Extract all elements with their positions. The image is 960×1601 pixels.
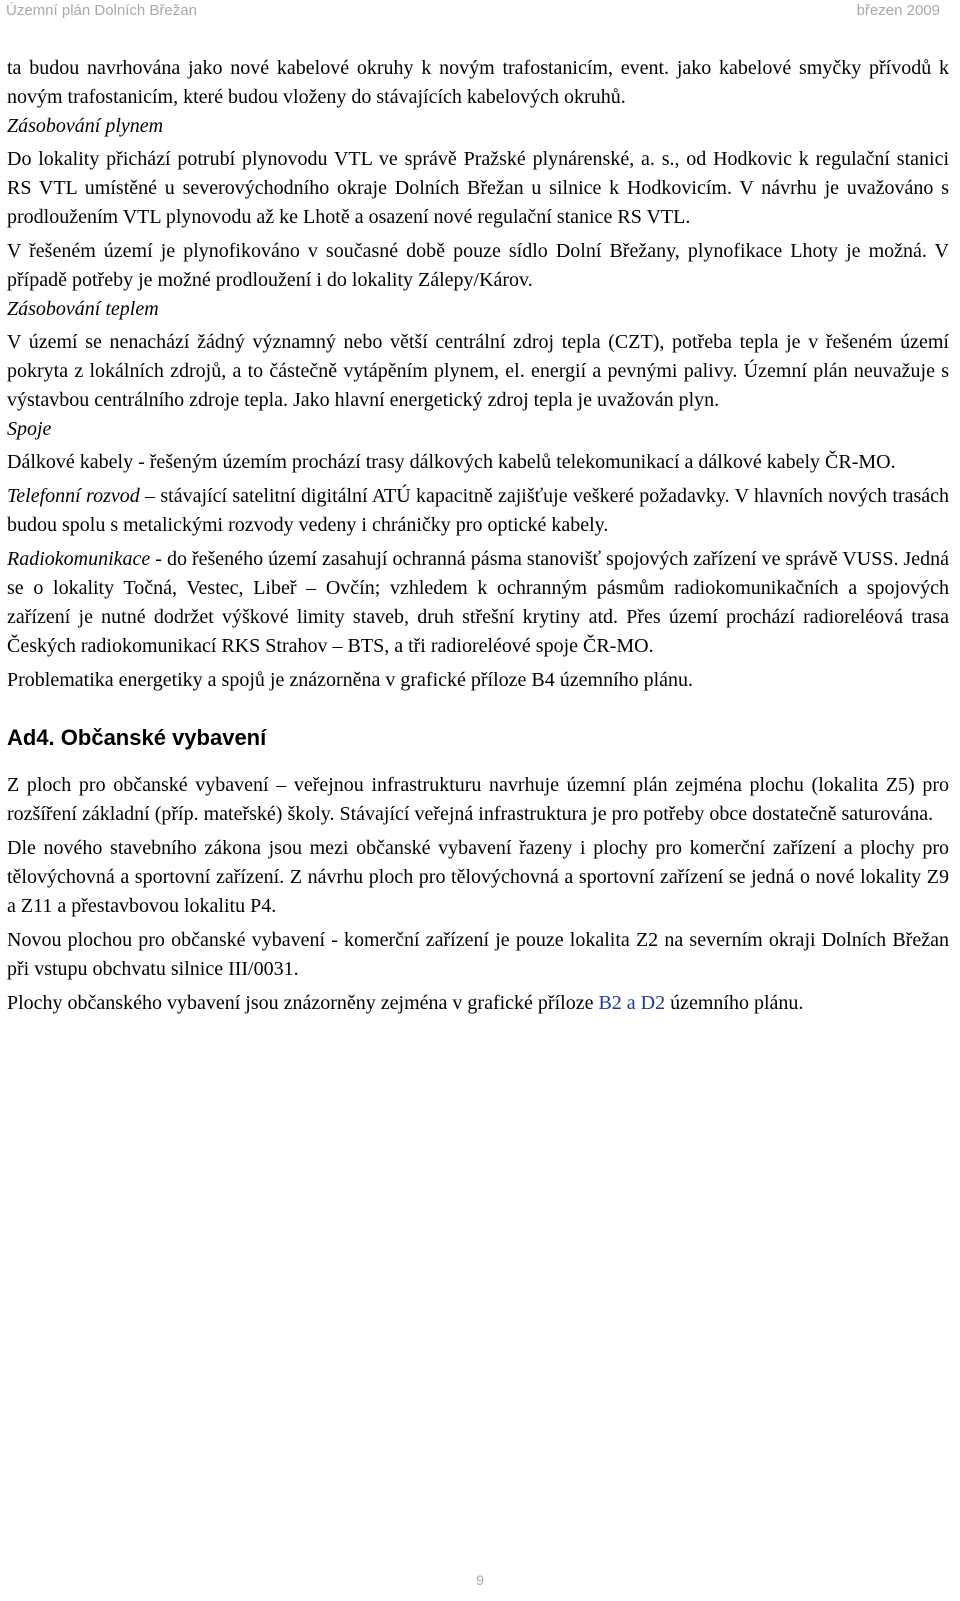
paragraph-civic-2: Dle nového stavebního zákona jsou mezi občanské vybavení řazeny i plochy pro komerční zařízení a plochy pro tělovýchovná a sportovní zařízení. Z návrhu ploch pro tělovýchovná a sportovní zařízení se jedná o nové lokality Z9 a Z11 a přestavbovou lokalitu P4. (7, 837, 949, 917)
heading-civic-amenities: Ad4. Občanské vybavení (7, 725, 267, 750)
document-date: březen 2009 (856, 2, 940, 19)
paragraph-long-distance-cables: Dálkové kabely - řešeným územím prochází trasy dálkových kabelů telekomunikací a dálkové kabely ČR-MO. (7, 451, 896, 473)
paragraph-civic-4 (7, 989, 949, 1018)
section-title-gas: Zásobování plynem (7, 115, 164, 137)
paragraph-civic-1: Z ploch pro občanské vybavení – veřejnou infrastrukturu navrhuje územní plán zejména plochu (lokalita Z5) pro rozšíření základní (příp. mateřské) školy. Stávající veřejná infrastruktura je pro potřeby obce dostatečně saturována. (7, 774, 949, 825)
page-header (0, 0, 960, 26)
link-b2-d2[interactable]: B2 a D2 (598, 992, 666, 1014)
paragraph-power-cables: ta budou navrhována jako nové kabelové okruhy k novým trafostanicím, event. jako kabelové smyčky přívodů k novým trafostanicím, které budou vloženy do stávajících kabelových okruhů. (7, 57, 949, 108)
page-number: 9 (476, 1572, 484, 1588)
text-radio: - do řešeného území zasahují ochranná pásma stanovišť spojových zařízení ve správě VUSS. Jedná se o lokality Točná, Vestec, Libeř – Ovčín; vzhledem k ochranným pásmům radiokomunikačních a spojových zařízení je nutné dodržet výškové limity staveb, druh střešní krytiny atd. Přes území prochází radioreléová trasa Českých radiokomunikací RKS Strahov – BTS, a tři radioreléové spoje ČR-MO. (7, 548, 949, 657)
civic-4-pre: Plochy občanského vybavení jsou znázorněny zejména v grafické příloze (7, 992, 599, 1014)
page-content (7, 54, 949, 1023)
section-title-heat: Zásobování teplem (7, 298, 159, 320)
paragraph-radio (7, 545, 949, 661)
paragraph-civic-3: Novou plochou pro občanské vybavení - komerční zařízení je pouze lokalita Z2 na severním okraji Dolních Břežan při vstupu obchvatu silnice III/0031. (7, 929, 949, 980)
document-title: Územní plán Dolních Břežan (6, 2, 197, 19)
paragraph-energy-summary: Problematika energetiky a spojů je znázorněna v grafické příloze B4 územního plánu. (7, 669, 694, 691)
label-radio: Radiokomunikace (7, 548, 151, 570)
paragraph-gas-2: V řešeném území je plynofikováno v současné době pouze sídlo Dolní Břežany, plynofikace Lhoty je možná. V případě potřeby je možné prodloužení i do lokality Zálepy/Károv. (7, 240, 949, 291)
label-telephone: Telefonní rozvod (7, 485, 140, 507)
section-title-spoje: Spoje (7, 418, 52, 440)
text-telephone: – stávající satelitní digitální ATÚ kapacitně zajišťuje veškeré požadavky. V hlavních nových trasách budou spolu s metalickými rozvody vedeny i chráničky pro optické kabely. (7, 485, 949, 536)
paragraph-telephone (7, 482, 949, 540)
civic-4-post: územního plánu. (665, 992, 804, 1014)
paragraph-gas-1: Do lokality přichází potrubí plynovodu VTL ve správě Pražské plynárenské, a. s., od Hodkovic k regulační stanici RS VTL umístěné u severovýchodního okraje Dolních Břežan u silnice k Hodkovicím. V návrhu je uvažováno s prodloužením VTL plynovodu až ke Lhotě a osazení nové regulační stanice RS VTL. (7, 148, 949, 228)
paragraph-heat: V území se nenachází žádný významný nebo větší centrální zdroj tepla (CZT), potřeba tepla je v řešeném území pokryta z lokálních zdrojů, a to částečně vytápěním plynem, el. energií a pevnými palivy. Územní plán neuvažuje s výstavbou centrálního zdroje tepla. Jako hlavní energetický zdroj tepla je uvažován plyn. (7, 331, 949, 411)
